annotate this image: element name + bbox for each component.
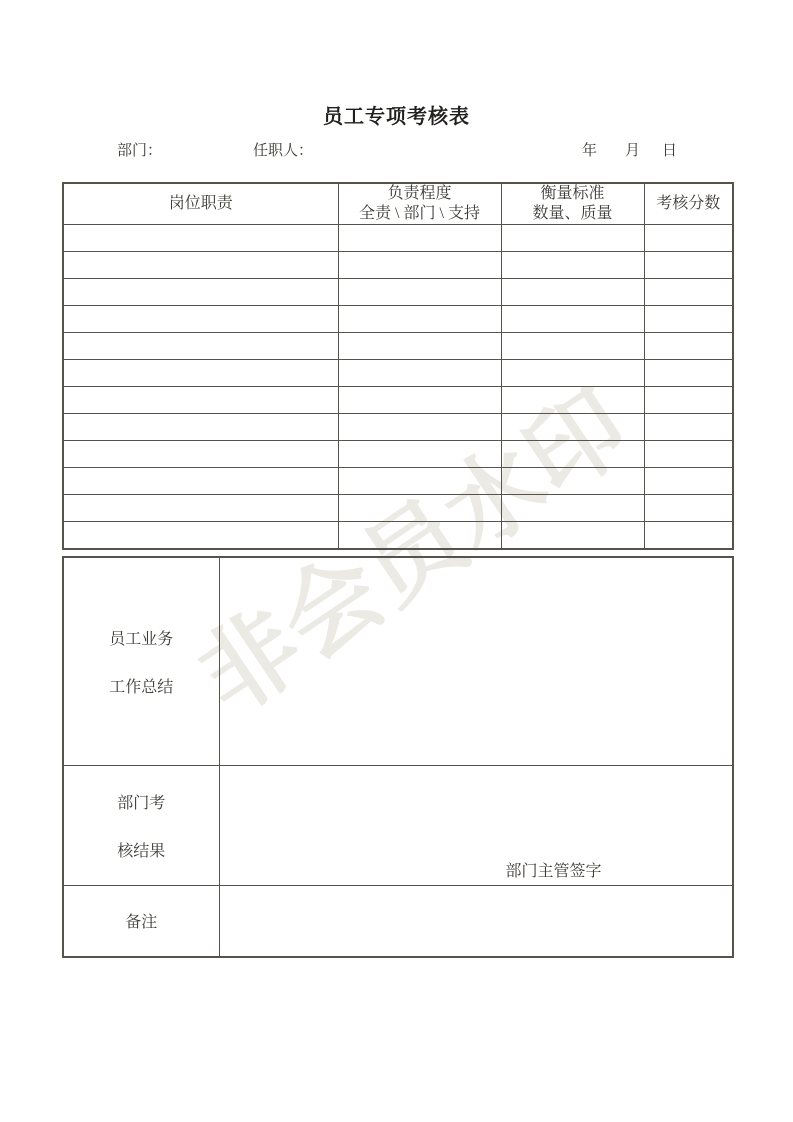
empty-assessment-row	[63, 495, 733, 522]
empty-cell	[338, 333, 501, 360]
page-title: 员工专项考核表	[323, 106, 470, 128]
meta-row	[0, 139, 793, 159]
empty-cell	[644, 522, 733, 549]
dept-assessment-label-line1: 部门考	[117, 794, 166, 812]
empty-cell	[501, 252, 644, 279]
empty-cell	[63, 522, 338, 549]
summary-table	[62, 556, 734, 958]
col-header-standard-line2: 数量、质量	[532, 205, 613, 222]
assessment-table	[62, 182, 734, 550]
col-header-duties-label: 岗位职责	[168, 195, 233, 212]
empty-cell	[644, 225, 733, 252]
holder-label: 任职人：	[253, 143, 314, 159]
empty-assessment-row	[63, 441, 733, 468]
col-header-responsibility-line2: 全责 \ 部门 \ 支持	[359, 205, 480, 222]
empty-cell	[63, 360, 338, 387]
empty-cell	[501, 468, 644, 495]
empty-cell	[63, 279, 338, 306]
empty-assessment-row	[63, 225, 733, 252]
work-summary-label-cell	[63, 557, 219, 765]
empty-cell	[63, 252, 338, 279]
department-label: 部门：	[117, 143, 163, 159]
col-header-score-label: 考核分数	[656, 195, 721, 212]
assessment-header-row	[63, 183, 733, 225]
empty-cell	[501, 225, 644, 252]
watermark: 非会员水印	[180, 369, 648, 735]
empty-cell	[338, 414, 501, 441]
empty-cell	[63, 441, 338, 468]
empty-cell	[63, 333, 338, 360]
empty-cell	[338, 306, 501, 333]
empty-cell	[63, 495, 338, 522]
empty-cell	[338, 225, 501, 252]
empty-cell	[501, 495, 644, 522]
empty-cell	[63, 468, 338, 495]
empty-assessment-row	[63, 333, 733, 360]
remarks-content-cell	[219, 885, 733, 957]
empty-assessment-row	[63, 468, 733, 495]
empty-cell	[501, 333, 644, 360]
empty-cell	[501, 387, 644, 414]
supervisor-signature-label: 部门主管签字	[505, 862, 602, 880]
assessment-rows	[63, 225, 733, 549]
col-header-standard	[501, 183, 644, 225]
work-summary-content-cell	[219, 557, 733, 765]
empty-cell	[501, 522, 644, 549]
day-label: 日	[662, 143, 678, 159]
empty-assessment-row	[63, 414, 733, 441]
empty-cell	[501, 441, 644, 468]
empty-assessment-row	[63, 279, 733, 306]
empty-cell	[644, 495, 733, 522]
empty-cell	[63, 414, 338, 441]
empty-cell	[501, 279, 644, 306]
work-summary-label-line2: 工作总结	[109, 678, 174, 696]
empty-cell	[644, 387, 733, 414]
empty-cell	[501, 414, 644, 441]
empty-cell	[644, 360, 733, 387]
empty-cell	[338, 468, 501, 495]
empty-assessment-row	[63, 306, 733, 333]
dept-assessment-label-cell	[63, 765, 219, 885]
empty-cell	[644, 279, 733, 306]
empty-cell	[501, 306, 644, 333]
col-header-duties	[63, 183, 338, 225]
empty-cell	[63, 387, 338, 414]
col-header-standard-line1: 衡量标准	[540, 185, 605, 202]
empty-cell	[644, 333, 733, 360]
empty-cell	[63, 306, 338, 333]
remarks-row	[63, 885, 733, 957]
empty-cell	[644, 441, 733, 468]
empty-cell	[338, 387, 501, 414]
empty-cell	[338, 279, 501, 306]
dept-assessment-label-line2: 核结果	[117, 842, 166, 860]
empty-assessment-row	[63, 252, 733, 279]
work-summary-label-line1: 员工业务	[109, 630, 174, 648]
empty-cell	[338, 441, 501, 468]
empty-cell	[338, 360, 501, 387]
col-header-responsibility-line1: 负责程度	[387, 185, 452, 202]
work-summary-row	[63, 557, 733, 765]
empty-cell	[338, 495, 501, 522]
empty-cell	[644, 306, 733, 333]
empty-cell	[338, 252, 501, 279]
empty-assessment-row	[63, 522, 733, 549]
empty-assessment-row	[63, 387, 733, 414]
empty-cell	[644, 414, 733, 441]
empty-cell	[63, 225, 338, 252]
month-label: 月	[625, 143, 641, 159]
empty-assessment-row	[63, 360, 733, 387]
empty-cell	[501, 360, 644, 387]
empty-cell	[644, 252, 733, 279]
dept-assessment-row	[63, 765, 733, 885]
col-header-score	[644, 183, 733, 225]
empty-cell	[644, 468, 733, 495]
col-header-responsibility	[338, 183, 501, 225]
empty-cell	[338, 522, 501, 549]
dept-assessment-content-cell	[219, 765, 733, 885]
year-label: 年	[582, 143, 598, 159]
remarks-label-cell: 备注	[63, 885, 219, 957]
